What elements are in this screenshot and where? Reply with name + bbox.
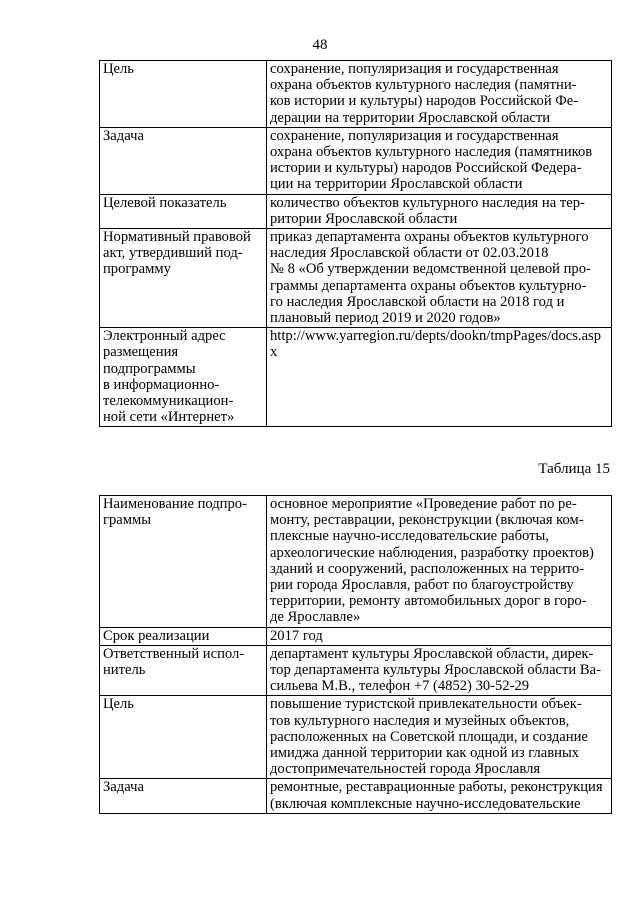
row-label-cell <box>100 696 267 779</box>
row-label-line: Срок реализации <box>103 627 210 644</box>
row-value-line: сохранение, популяризация и государственная <box>270 61 559 77</box>
row-value-line: тор департамента культуры Ярославской области Ва- <box>270 662 601 679</box>
row-label-line: подпрограммы <box>103 360 196 377</box>
table-row <box>100 194 612 228</box>
row-value-line: охрана объектов культурного наследия (памятников <box>270 144 593 161</box>
row-value-line: департамент культуры Ярославской области, дирек- <box>270 645 594 662</box>
row-value-cell <box>267 229 612 328</box>
row-value-line: го наследия Ярославской области на 2018 год и <box>270 293 565 310</box>
table-row <box>100 696 612 779</box>
passport-table-1 <box>99 60 612 427</box>
row-label-cell <box>100 779 267 813</box>
row-value-line: ремонтные, реставрационные работы, реконструкция <box>270 779 603 796</box>
row-label-line: ной сети «Интернет» <box>103 409 235 426</box>
row-value-line: расположенных на Советской площади, и создание <box>270 728 588 745</box>
table-row <box>100 496 612 628</box>
row-value-cell <box>267 496 612 628</box>
row-value-line: граммы департамента охраны объектов культурно- <box>270 277 587 294</box>
table-row <box>100 229 612 328</box>
row-value-line: имиджа данной территории как одной из главных <box>270 745 580 762</box>
row-value-line: http://www.yarregion.ru/depts/dookn/tmpPages/docs.aspx <box>270 328 602 361</box>
row-label-cell <box>100 61 267 128</box>
row-label-line: Ответственный испол- <box>103 645 245 662</box>
row-value-cell <box>267 61 612 128</box>
row-label-line: Целевой показатель <box>103 194 227 211</box>
row-value-cell <box>267 194 612 228</box>
table-row <box>100 779 612 813</box>
row-label-cell <box>100 127 267 194</box>
row-label-line: телекоммуникацион- <box>103 393 234 410</box>
row-value-line: наследия Ярославской области от 02.03.2018 <box>270 245 549 262</box>
row-label-line: Задача <box>103 127 144 144</box>
row-value-line: количество объектов культурного наследия на тер- <box>270 194 585 211</box>
row-value-line: истории и культуры) народов Российской Федера- <box>270 160 582 177</box>
row-value-cell <box>267 779 612 813</box>
passport-table-2-body <box>100 496 612 814</box>
row-value-line: ков истории и культуры) народов Российской Фе- <box>270 93 579 110</box>
row-label-cell <box>100 496 267 628</box>
row-label-line: Нормативный правовой <box>103 229 251 246</box>
row-label-cell <box>100 194 267 228</box>
page-number: 48 <box>312 37 328 53</box>
passport-table-1-body <box>100 61 612 427</box>
row-value-line: 2017 год <box>270 627 323 644</box>
row-value-line: де Ярославле» <box>270 609 361 626</box>
row-value-cell <box>267 127 612 194</box>
row-label-cell <box>100 328 267 427</box>
row-label-line: Задача <box>103 779 144 796</box>
row-value-line: плановый период 2019 и 2020 годов» <box>270 310 501 327</box>
row-value-line: приказ департамента охраны объектов культурного <box>270 229 589 246</box>
row-label-line: граммы <box>103 512 152 529</box>
row-value-line: территории, ремонту автомобильных дорог в горо- <box>270 593 587 610</box>
row-label-cell <box>100 229 267 328</box>
row-value-cell <box>267 696 612 779</box>
table-row <box>100 61 612 128</box>
row-value-line: достопримечательностей города Ярославля <box>270 761 541 778</box>
table-row <box>100 328 612 427</box>
row-value-line: ции на территории Ярославской области <box>270 176 523 193</box>
row-value-line: тов культурного наследия и музейных объектов, <box>270 712 570 729</box>
row-label-line: акт, утвердивший под- <box>103 245 243 262</box>
row-value-line: сохранение, популяризация и государственная <box>270 127 559 144</box>
row-label-line: нитель <box>103 662 146 679</box>
row-label-line: Наименование подпро- <box>103 496 247 512</box>
row-value-line: плексные научно-исследовательские работы, <box>270 528 549 545</box>
row-value-line: основное мероприятие «Проведение работ по ре- <box>270 496 577 512</box>
passport-table-2 <box>99 495 612 814</box>
row-label-line: программу <box>103 261 171 278</box>
table-row <box>100 645 612 696</box>
table-row <box>100 627 612 645</box>
row-label-line: Цель <box>103 696 134 713</box>
row-value-line: сильева М.В., телефон +7 (4852) 30-52-29 <box>270 678 530 695</box>
row-value-cell <box>267 627 612 645</box>
row-value-cell <box>267 328 612 427</box>
row-value-line: монту, реставрации, реконструкции (включая ком- <box>270 512 584 529</box>
row-value-line: зданий и сооружений, расположенных на террито- <box>270 560 584 577</box>
row-value-line: (включая комплексные научно-исследовательские <box>270 795 581 812</box>
row-value-line: рии города Ярославля, работ по благоустройству <box>270 577 574 594</box>
row-value-line: археологические наблюдения, разработку проектов) <box>270 544 594 561</box>
table-row <box>100 127 612 194</box>
row-label-line: Электронный адрес <box>103 328 226 345</box>
row-value-line: № 8 «Об утверждении ведомственной целевой про- <box>270 261 591 278</box>
row-value-line: ритории Ярославской области <box>270 210 458 227</box>
row-value-cell <box>267 645 612 696</box>
row-label-line: в информационно- <box>103 376 220 393</box>
row-label-line: Цель <box>103 61 134 77</box>
row-value-line: охрана объектов культурного наследия (памятни- <box>270 77 577 94</box>
row-label-cell <box>100 627 267 645</box>
row-label-cell <box>100 645 267 696</box>
row-label-line: размещения <box>103 344 179 361</box>
row-value-line: дерации на территории Ярославской области <box>270 109 551 126</box>
table-caption: Таблица 15 <box>538 461 610 477</box>
row-value-line: повышение туристской привлекательности объек- <box>270 696 582 713</box>
